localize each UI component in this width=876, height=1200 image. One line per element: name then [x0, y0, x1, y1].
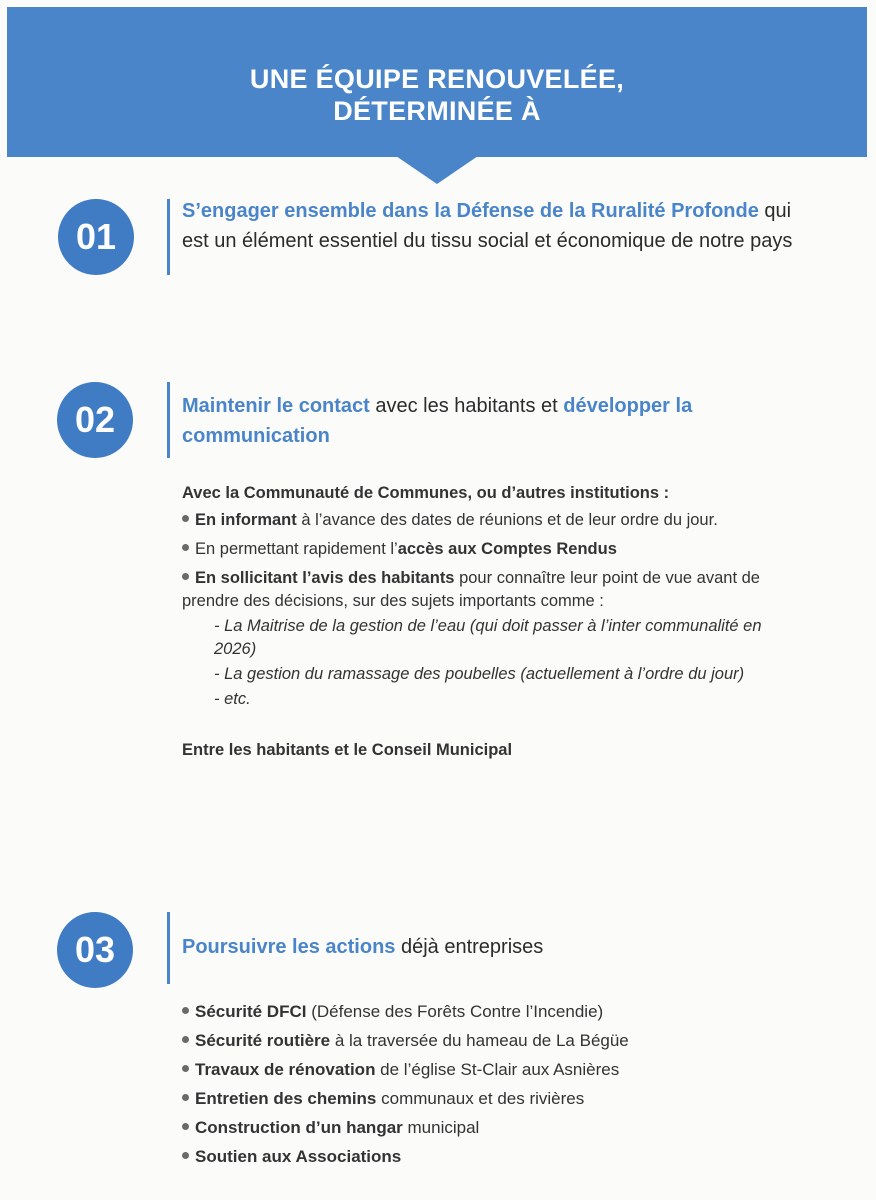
- bullet-icon: [182, 544, 189, 551]
- section-body-03: [182, 997, 802, 1171]
- section-heading-text: déjà entreprises: [395, 936, 544, 958]
- section-heading-highlight-2: développer la communication: [182, 395, 693, 447]
- section-divider-02: [167, 382, 170, 458]
- section-heading-highlight-1: Maintenir le contact: [182, 395, 370, 417]
- section-divider-01: [167, 199, 170, 275]
- bullet-icon: [182, 1094, 189, 1101]
- banner-title-line2: DÉTERMINÉE À: [333, 96, 541, 126]
- sub-heading: Avec la Communauté de Communes, ou d’autres institutions :: [182, 484, 670, 502]
- section-heading-highlight: Poursuivre les actions: [182, 936, 396, 958]
- bullet-icon: [182, 1007, 189, 1014]
- list-item: En informant à l’avance des dates de réunions et de leur ordre du jour.: [182, 509, 802, 532]
- list-item: En permettant rapidement l’accès aux Comptes Rendus: [182, 538, 802, 561]
- list-item: En sollicitant l’avis des habitants pour connaître leur point de vue avant de prendre des décisions, sur des sujets importants comme :: [182, 569, 760, 610]
- section-heading-02: [182, 391, 822, 451]
- section-body-02: [182, 482, 802, 762]
- list-item: Sécurité DFCI (Défense des Forêts Contre l’Incendie): [182, 997, 802, 1026]
- section-number-03: 03: [57, 912, 133, 988]
- section-footer-text: Entre les habitants et le Conseil Municipal: [182, 741, 513, 759]
- bullet-icon: [182, 515, 189, 522]
- section-number-01: 01: [58, 199, 134, 275]
- section-number-02: 02: [57, 382, 133, 458]
- sub-list-item: - La Maitrise de la gestion de l’eau (qui doit passer à l’inter communalité en 2026): [214, 617, 762, 658]
- section-heading-text: avec les habitants et: [369, 395, 564, 417]
- list-item: Soutien aux Associations: [182, 1142, 802, 1171]
- bullet-icon: [182, 1152, 189, 1159]
- section-heading-text: qui est un élément essentiel du tissu social et économique de notre pays: [182, 200, 793, 252]
- list-item: Travaux de rénovation de l’église St-Clair aux Asnières: [182, 1055, 802, 1084]
- banner-title-line1: UNE ÉQUIPE RENOUVELÉE,: [249, 64, 625, 94]
- section-divider-03: [167, 912, 170, 984]
- sub-list-item: - etc.: [214, 690, 251, 708]
- banner-pointer: [396, 156, 478, 184]
- list-item: Entretien des chemins communaux et des rivières: [182, 1084, 802, 1113]
- bullet-icon: [182, 1065, 189, 1072]
- banner-title: [7, 63, 867, 127]
- list-item: Sécurité routière à la traversée du hameau de La Bégüe: [182, 1026, 802, 1055]
- sub-list-item: - La gestion du ramassage des poubelles (actuellement à l’ordre du jour): [214, 665, 745, 683]
- section-heading-highlight: S’engager ensemble dans la Défense de la Ruralité Profonde: [182, 200, 759, 222]
- list-item: Construction d’un hangar municipal: [182, 1113, 802, 1142]
- section-heading-01: [182, 196, 812, 256]
- section-heading-03: [182, 932, 822, 962]
- bullet-icon: [182, 1123, 189, 1130]
- bullet-icon: [182, 1036, 189, 1043]
- bullet-icon: [182, 573, 189, 580]
